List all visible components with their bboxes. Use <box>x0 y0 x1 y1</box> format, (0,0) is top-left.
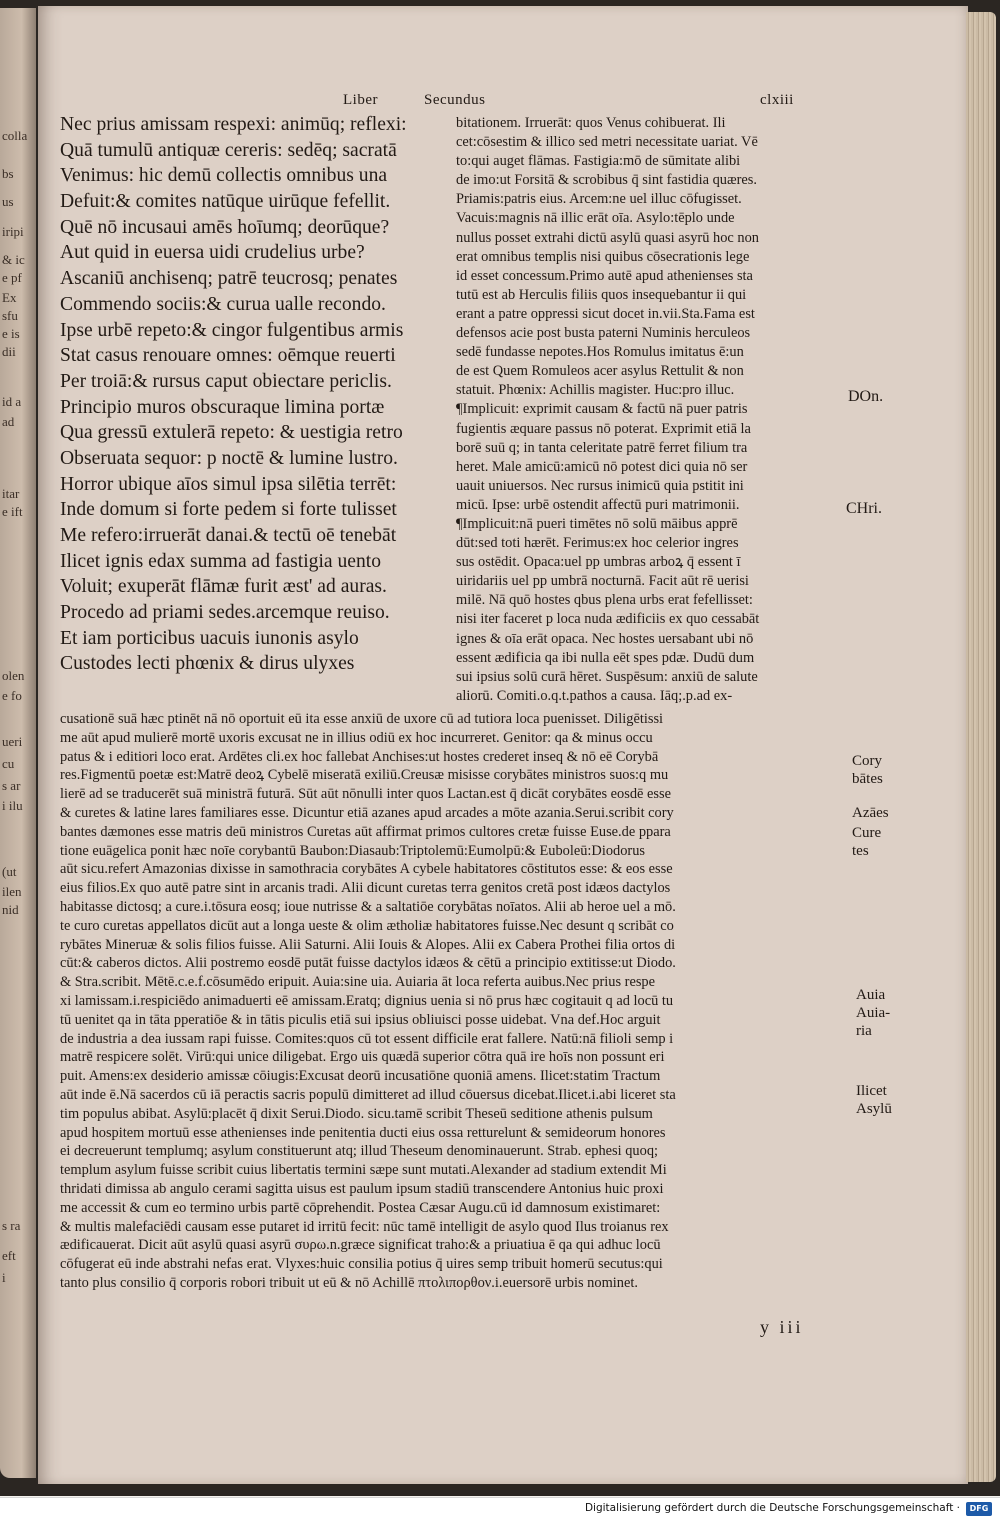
commentary-line: lierē ad se traducerēt suā ministrā futurā. Sūt aūt nōnulli inter quos Lactan.est q̄ dicāt corybātes eosdē esse <box>60 786 671 803</box>
commentary-line: cōfugerat eū inde abstrahi nefas erat. Vlyxes:huic consilia potius q̄ uires semp tribuit homerū secutus:qui <box>60 1256 663 1273</box>
verse-line: Voluit; exuperāt flāmæ furit æst' ad auras. <box>60 576 387 598</box>
margin-note-corybates <box>852 752 883 788</box>
left-page-fragment: olen <box>2 668 25 683</box>
commentary-line: matrē respicere solēt. Virū:qui unice diligebat. Ergo uis quædā superior cōtra quā ire hoīs non possunt eri <box>60 1049 665 1066</box>
commentary-line: thridati dimissa ab angulo cerami sagitta uisus est paulum ipsum stadiū transcendere Antonius huic proxi <box>60 1180 664 1197</box>
left-page-fragment: sfu <box>2 308 18 323</box>
commentary-line: habitasse dictosq; a cure.i.tōsura eosq; ioue nutrisse & a saltatiōe corybātas noīatos. Alii ab heroe uel a mō. <box>60 898 676 915</box>
verse-line: Ipse urbē repeto:& cingor fulgentibus armis <box>60 319 404 341</box>
commentary-line: de est Quem Romuleos acer asylus Rettulit & non <box>456 363 744 380</box>
commentary-line: Vacuis:magnis nā illic erāt oīa. Asylo:tēplo unde <box>456 210 735 227</box>
verse-line: Inde domum si forte pedem si forte tulisset <box>60 499 397 521</box>
margin-note-auia <box>856 986 890 1040</box>
verse-line: Custodes lecti phœnix & dirus ulyxes <box>60 653 355 675</box>
commentary-line: te curo curetas appellatos dicūt aut a longa ueste & olim ætholiæ habitatores fuisse.Nec desunt q scribāt co <box>60 917 674 934</box>
commentary-line: cūt:& caberos dictos. Alii postremo eosdē putāt fuisse dactylos idæos & cētū a principio extitisse:ut Diodo. <box>60 955 676 972</box>
commentary-line: ¶Implicuit: exprimit causam & factū nā puer patris <box>456 401 748 418</box>
verse-line: Venimus: hic demū collectis omnibus una <box>60 165 388 187</box>
commentary-line: templum asylum fuisse scribit cuius libertatis termini sæpe sunt mutati.Alexander ad stadium extendit Mi <box>60 1162 667 1179</box>
verse-line: Ascaniū anchisenq; patrē teucrosq; penates <box>60 268 398 290</box>
margin-note-line: tes <box>852 843 869 859</box>
margin-note-asylu: Asylū <box>856 1101 892 1117</box>
verse-line: Aut quid in euersa uidi crudelius urbe? <box>60 242 365 264</box>
commentary-line: statuit. Phœnix: Achillis magister. Huc:pro illuc. <box>456 382 735 399</box>
dfg-logo: DFG <box>966 1502 992 1516</box>
commentary-line: patus & i editiori loco erat. Ardētes cli.ex hoc fallebat Anchises:ut hostes crederet inseq & nō eē Corybā <box>60 748 659 765</box>
margin-note-line: Cory <box>852 753 882 769</box>
verse-line: Qua gressū extulerā repeto: & uestigia retro <box>60 422 403 444</box>
commentary-line: aūt sicu.refert Amazonias dixisse in samothracia corybātes A cybele habitatores cōstitutos esse: & eos esse <box>60 861 673 878</box>
left-page-fragment: i ilu <box>2 798 23 813</box>
commentary-line: dūt:sed toti hærēt. Ferimus:ex hoc celerior ingres <box>456 535 739 552</box>
verse-line: Commendo sociis:& curua ualle recondo. <box>60 293 386 315</box>
margin-note-curetes <box>852 824 881 860</box>
verse-line: Ilicet ignis edax summa ad fastigia uento <box>60 550 382 572</box>
margin-note-line: Auia- <box>856 1005 891 1021</box>
commentary-line: nullus posset extrahi dictū asylū quasi asyrū hoc non <box>456 229 759 246</box>
left-page-fragment: e ift <box>2 504 23 519</box>
commentary-line: fugientis æquare passus nō poterat. Exprimit etiā la <box>456 420 751 437</box>
verse-line: Quā tumulū antiquæ cereris: sedēq; sacratā <box>60 139 397 161</box>
left-page-fragment: & ic <box>2 252 25 267</box>
commentary-line: micū. Ipse: urbē ostendit affectū puri matrimonii. <box>456 496 740 513</box>
left-page-fragment: s ra <box>2 1218 21 1233</box>
running-head-secundus: Secundus <box>424 92 486 108</box>
commentary-line: aliorū. Comiti.o.q.t.pathos a causa. Iāq;.p.ad ex- <box>456 687 733 704</box>
verse-line: Defuit:& comites natūque uirūque fefellit. <box>60 191 391 213</box>
left-page-fragment: iripi <box>2 224 24 239</box>
commentary-line: & Stra.scribit. Mētē.c.e.f.cōsumēdo eripuit. Auia:sine uia. Auiaria āt loca referta auibus.Nec prius respe <box>60 974 656 991</box>
commentary-full-width <box>60 710 850 1293</box>
margin-note-azaes: Azāes <box>852 805 889 821</box>
commentary-line: essent ædificia qa ibi nulla eēt spes pdæ. Dudū dum <box>456 649 755 666</box>
left-page-fragment: s ar <box>2 778 21 793</box>
left-page-fragment: e pf <box>2 270 22 285</box>
commentary-line: tutū est ab Herculis filiis quos insequebantur ii qui <box>456 286 747 303</box>
margin-note-line: ria <box>856 1023 872 1039</box>
verse-text <box>60 112 460 677</box>
margin-note-don: DOn. <box>848 388 884 405</box>
left-page-fragment: ad <box>2 414 15 429</box>
footer-bar <box>0 1497 1000 1521</box>
left-page-fragment: e fo <box>2 688 22 703</box>
commentary-line: res.Figmentū poetæ est:Matrē deoꝝ Cybelē miseratā exiliū.Creusæ misisse corybātes ministros suos:q mu <box>60 767 669 784</box>
left-page-fragment: id a <box>2 394 22 409</box>
commentary-line: Priamis:patris eius. Arcem:ne uel illuc cōfugisset. <box>456 191 742 208</box>
signature-mark: y iii <box>760 1317 804 1337</box>
verse-line: Per troiā:& rursus caput obiectare periclis. <box>60 370 392 392</box>
commentary-line: defensos acie post busta paterni Numinis herculeos <box>456 325 751 342</box>
left-page-fragment: us <box>2 194 14 209</box>
folio-number: clxiii <box>760 92 794 108</box>
verse-line: Et iam porticibus uacuis iunonis asylo <box>60 627 359 649</box>
left-page-fragment: (ut <box>2 864 17 879</box>
verse-line: Horror ubique aīos simul ipsa silētia terrēt: <box>60 473 397 495</box>
commentary-line: heret. Male amicū:amicū nō potest dici quia nō ser <box>456 458 748 475</box>
left-page-fragment: colla <box>2 128 28 143</box>
margin-note-line: Auia <box>856 987 886 1003</box>
margin-note-line: Cure <box>852 825 882 841</box>
commentary-line: uiridariis uel pp umbrā nocturnā. Facit aūt rē uerisi <box>456 573 749 590</box>
commentary-line: me accessit & cum eo termino urbis partē cōprehendit. Postea Cæsar Augu.cū id damnosum existimaret: <box>60 1199 661 1216</box>
commentary-line: bitationem. Irruerāt: quos Venus cohibuerat. Ili <box>456 115 726 131</box>
verse-line: Me refero:irruerāt danai.& tectū oē tenebāt <box>60 525 397 546</box>
left-page-fragment: ilen <box>2 884 22 899</box>
commentary-line: xi lamissam.i.respiciēdo animaduerti eē amissam.Eratq; dignius uenia si nō prus hæc cogitauit q ad locū tu <box>60 992 674 1009</box>
margin-note-chri: CHri. <box>846 500 882 517</box>
verse-line: Nec prius amissam respexi: animūq; reflexi: <box>60 114 407 135</box>
commentary-line: borē suū q; in tanta celeritate patrē ferret filium tra <box>456 439 748 456</box>
commentary-line: ¶Implicuit:nā pueri timētes nō solū māibus apprē <box>456 515 738 532</box>
commentary-line: ædificauerat. Dicit aūt asylū quasi asyrū συρω.n.græce significat traho:& a priuatiua ē qa qui adhuc locū <box>60 1237 661 1254</box>
commentary-line: erant a patre oppressi sicut docet in.vii.Sta.Fama est <box>456 305 755 322</box>
commentary-right-column <box>456 114 846 706</box>
commentary-line: ei decreuerunt templumq; asylum constituerunt atq; illud Theseum denominauerunt. Strab. ephesi quoq; <box>60 1143 659 1160</box>
commentary-line: de imo:ut Forsitā & scrobibus q̄ sint fastidia quæres. <box>456 172 757 189</box>
commentary-line: ignes & oīa erāt opaca. Nec hostes uersabant ubi nō <box>456 630 754 647</box>
verse-line: Principio muros obscuraque limina portæ <box>60 396 385 418</box>
commentary-line: de industria a dea iussam rapi fuisse. Comites:quos cū tot essent difficile erat fallere. Natū:nā filioli semp i <box>60 1030 674 1047</box>
commentary-line: tanto plus consilio q̄ corporis robori tribuit ut eū & nō Achillē πτολιπορθον.i.euersorē urbis nominet. <box>60 1274 638 1291</box>
left-page-fragment: eft <box>2 1248 16 1263</box>
left-page-fragment: cu <box>2 756 15 771</box>
commentary-line: sui ipsius solū curā hēret. Suspēsum: anxiū de salute <box>456 668 758 685</box>
commentary-line: tione euāgelica ponit hæc noīe corybantū Baubon:Diasaub:Triptolemū:Eumolpū:& Euboleū:Diodorus <box>60 842 645 859</box>
commentary-line: me aūt apud mulierē mortē uxoris excusat ne in illius odiū ex hoc incurreret. Genitor: qa & minus occu <box>60 729 653 746</box>
left-page-fragment: ueri <box>2 734 23 749</box>
commentary-line: eius filios.Ex quo autē patre sint in arcanis tradi. Alii dicunt curetas terra genitos cretā post idæos dactylos <box>60 880 671 897</box>
left-page-fragment: Ex <box>2 290 17 305</box>
commentary-line: to:qui auget flāmas. Fastigia:mō de sūmitate alibi <box>456 153 741 170</box>
commentary-line: id esset concessum.Primo autē apud athenienses sta <box>456 267 753 284</box>
commentary-line: nisi iter faceret p loca nuda ædificiis ex quo cessabāt <box>456 611 760 628</box>
verse-line: Stat casus renouare omnes: oēmque reuerti <box>60 345 396 367</box>
commentary-line: rybātes Mineruæ & solis filios fuisse. Alii Saturni. Alii Iouis & Alopes. Alii ex Cabera Prothei filia ortos di <box>60 936 676 953</box>
commentary-line: tim populus abibat. Asylū:placēt q̄ dixit Serui.Diodo. sicu.tamē scribit Theseū seditione athenis pulsum <box>60 1105 653 1122</box>
commentary-line: erat omnibus templis nisi quibus cōsecrationis lege <box>456 248 750 265</box>
commentary-line: puit. Amens:ex desiderio amissæ cōiugis:Excusat deorū incusatiōne quoniā amens. Ilicet:statim Tractum <box>60 1068 661 1085</box>
margin-note-ilicet: Ilicet <box>856 1083 887 1099</box>
left-page-fragment: bs <box>2 166 14 181</box>
commentary-line: & curetes & latine lares familiares esse. Dicuntur etiā azanes apud arcades a mōte azania.Serui.scribit cory <box>60 804 674 821</box>
verse-line: Procedo ad priami sedes.arcemque reuiso. <box>60 602 390 624</box>
running-head-liber: Liber <box>343 92 378 108</box>
left-page-fragment: nid <box>2 902 19 917</box>
commentary-line: & multis malefaciēdi causam esse putaret id irritū fecit: nūc tamē intelligit de asylo quod Ilus troianus rex <box>60 1218 669 1235</box>
left-page-fragment: e is <box>2 326 20 341</box>
verse-line: Quē nō incusaui amēs hoīumq; deorūque? <box>60 216 390 238</box>
left-page-fragment: i <box>2 1270 6 1285</box>
funding-credit: Digitalisierung gefördert durch die Deutsche Forschungsgemeinschaft · <box>584 1502 960 1514</box>
margin-note-line: bātes <box>852 771 883 787</box>
commentary-line: sedē fundasse nepotes.Hos Romulus imitatus ē:un <box>456 344 744 361</box>
left-page-fragment: itar <box>2 486 20 501</box>
commentary-line: uauit uniuersos. Nec rursus inimicū quia pstitit ini <box>456 477 744 494</box>
left-page-fragment: dii <box>2 344 16 359</box>
commentary-line: milē. Nā quō hostes qbus plena urbs erat fefellisset: <box>456 592 753 609</box>
commentary-line: bantes dæmones esse matris deū ministros Curetas aūt affirmat primos cultores cretæ fuisse Euse.de pparа <box>60 823 671 840</box>
left-page-edge <box>0 8 36 1478</box>
commentary-line: sus ostēdit. Opaca:uel pp umbras arboꝝ q̄ essent ī <box>456 554 741 571</box>
commentary-line: apud hospitem mortuū esse athenienses inde penitentia ducti eius ossa retturelunt & semideorum honores <box>60 1124 666 1141</box>
commentary-line: aūt inde ē.Nā sacerdos cū iā peractis sacris populū dimitteret ad illud cōuersus dicebat.Ilicet.i.abi liceret sta <box>60 1086 676 1103</box>
commentary-line: tū uenitet qa in tāta pperatiōe & in tātis piculis etiā sui ipsius obliuisci posse uidebat. Vna def.Hoc arguit <box>60 1011 661 1028</box>
commentary-line: cusationē suā hæc ptinēt nā nō oportuit eū ita esse anxiū de uxore cū ad tutiora loca puenisset. Diligētissi <box>60 711 664 727</box>
commentary-line: cet:cōsestim & illico sed metri necessitate uariat. Vē <box>456 134 758 151</box>
page-fore-edge <box>966 12 996 1482</box>
verse-line: Obseruata sequor: p noctē & lumine lustro. <box>60 447 398 469</box>
